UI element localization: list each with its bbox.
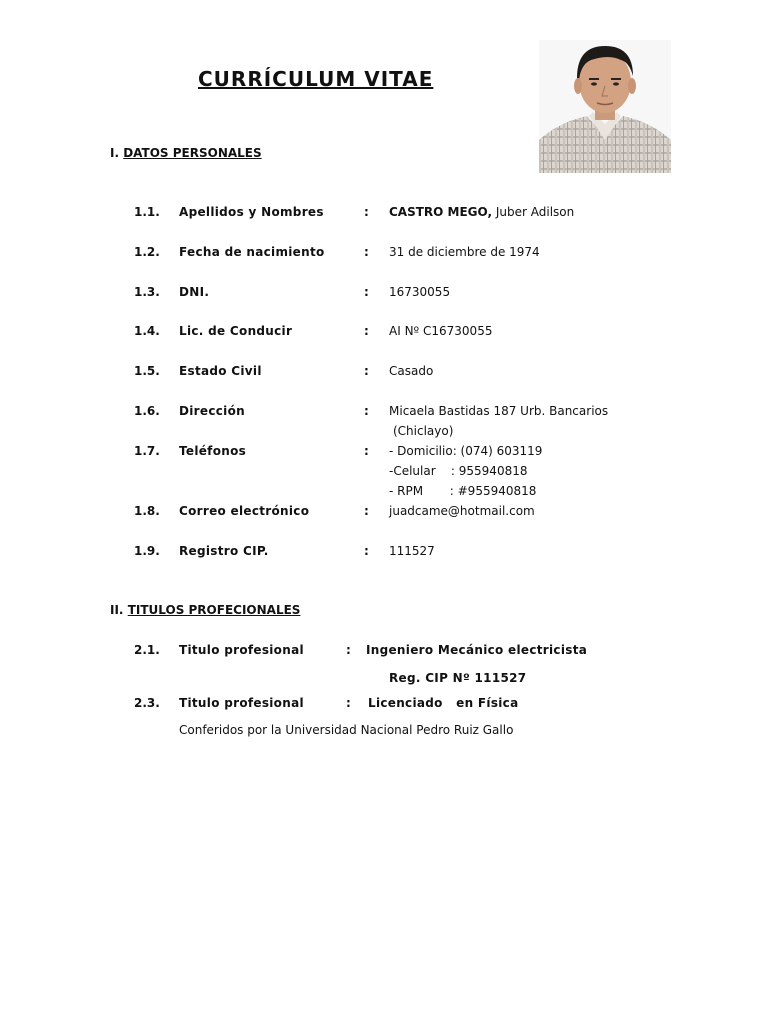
document-title: CURRÍCULUM VITAE — [198, 67, 434, 91]
section-roman: II. — [110, 603, 124, 617]
conferred-note: Conferidos por la Universidad Nacional Pedro Ruiz Gallo — [179, 723, 514, 737]
item-number: 1.4. — [134, 324, 160, 338]
item-colon: : — [364, 245, 369, 259]
item-value: Micaela Bastidas 187 Urb. Bancarios — [389, 404, 609, 418]
item-colon: : — [364, 444, 369, 458]
item-value — [389, 205, 574, 219]
item-number: 1.8. — [134, 504, 160, 518]
cip-registration: Reg. CIP Nº 111527 — [389, 671, 527, 685]
item-number: 2.3. — [134, 696, 160, 710]
phone-home: - Domicilio: (074) 603119 — [389, 444, 543, 458]
item-number: 1.6. — [134, 404, 160, 418]
item-label: Titulo profesional — [179, 643, 304, 657]
email-value: juadcame@hotmail.com — [389, 504, 535, 518]
item-colon: : — [364, 324, 369, 338]
item-colon: : — [364, 205, 369, 219]
item-label: Teléfonos — [179, 444, 247, 458]
section-titles-heading — [110, 603, 300, 617]
item-label: Estado Civil — [179, 364, 262, 378]
item-value-continuation: (Chiclayo) — [393, 424, 454, 438]
item-value: 111527 — [389, 544, 435, 558]
item-value: AI Nº C16730055 — [389, 324, 493, 338]
section-title: DATOS PERSONALES — [123, 146, 262, 160]
item-value: Casado — [389, 364, 434, 378]
item-label: Titulo profesional — [179, 696, 304, 710]
item-number: 1.7. — [134, 444, 160, 458]
phone-mobile: -Celular : 955940818 — [389, 464, 528, 478]
item-colon: : — [364, 404, 369, 418]
item-colon: : — [364, 504, 369, 518]
item-colon: : — [346, 643, 351, 657]
section-title: TITULOS PROFECIONALES — [127, 603, 301, 617]
item-value: 16730055 — [389, 285, 451, 299]
item-label: Lic. de Conducir — [179, 324, 293, 338]
item-number: 1.9. — [134, 544, 160, 558]
degree-value: Ingeniero Mecánico electricista — [366, 643, 588, 657]
item-colon: : — [364, 544, 369, 558]
item-label: Fecha de nacimiento — [179, 245, 325, 259]
item-label: Registro CIP. — [179, 544, 269, 558]
item-value: 31 de diciembre de 1974 — [389, 245, 540, 259]
item-label: Apellidos y Nombres — [179, 205, 324, 219]
item-number: 1.5. — [134, 364, 160, 378]
item-number: 1.3. — [134, 285, 160, 299]
item-number: 2.1. — [134, 643, 160, 657]
item-colon: : — [364, 285, 369, 299]
degree-value: Licenciado en Física — [368, 696, 519, 710]
given-names: Juber Adilson — [495, 205, 575, 219]
section-roman: I. — [110, 146, 120, 160]
item-number: 1.2. — [134, 245, 160, 259]
section-personal-heading — [110, 146, 262, 160]
item-label: Correo electrónico — [179, 504, 310, 518]
profile-photo — [539, 40, 671, 173]
phone-rpm: - RPM : #955940818 — [389, 484, 537, 498]
person-photo-icon — [539, 40, 671, 173]
item-number: 1.1. — [134, 205, 160, 219]
item-label: DNI. — [179, 285, 210, 299]
surname: CASTRO MEGO, — [389, 205, 493, 219]
item-label: Dirección — [179, 404, 245, 418]
item-colon: : — [364, 364, 369, 378]
item-colon: : — [346, 696, 351, 710]
